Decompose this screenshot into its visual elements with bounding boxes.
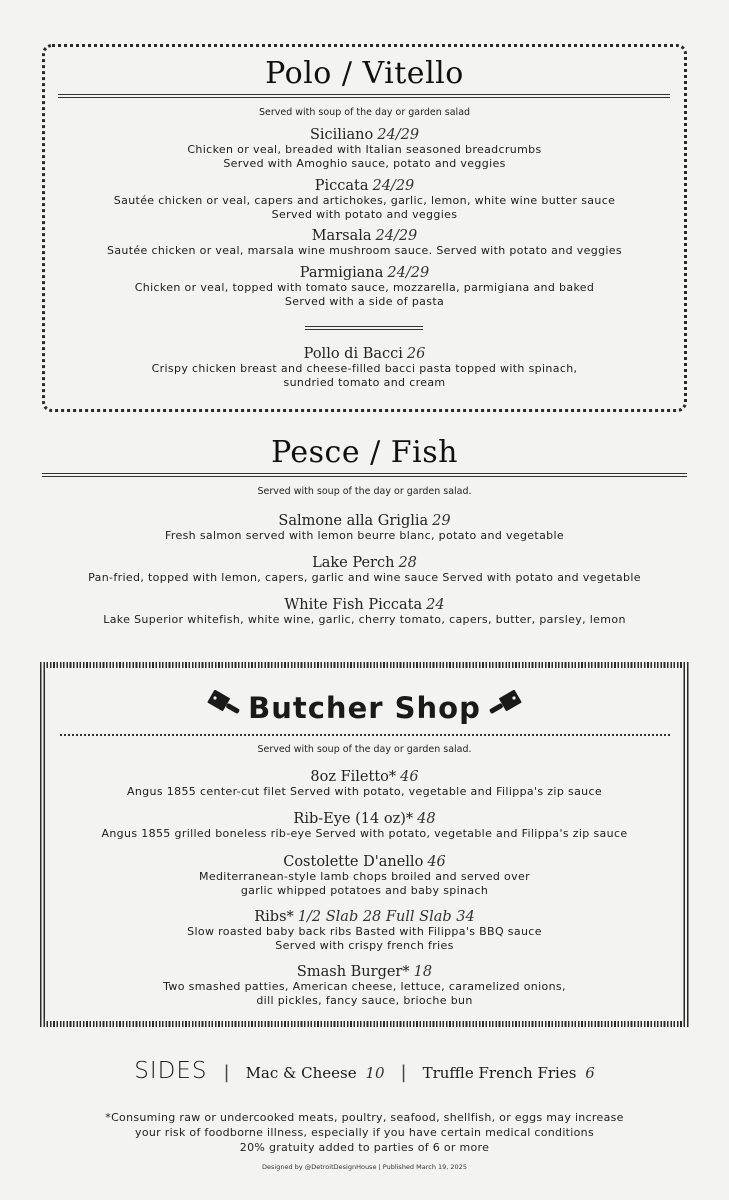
item-desc: Fresh salmon served with lemon beurre blanc, potato and vegetable [164, 529, 565, 542]
butcher-title-divider [60, 734, 670, 736]
item-price: 18 [413, 964, 433, 980]
item-desc: Served with a side of pasta [284, 294, 445, 308]
polo-section-note: Served with soup of the day or garden salad [258, 107, 471, 118]
item-price: 28 [398, 555, 417, 571]
side-price: 6 [585, 1064, 595, 1082]
item-price: 24/29 [375, 228, 418, 244]
item-name: Siciliano [309, 127, 374, 143]
pesce-section-note: Served with soup of the day or garden salad. [257, 486, 472, 497]
footer-line: *Consuming raw or undercooked meats, poultry, seafood, shellfish, or eggs may increase [105, 1111, 624, 1124]
item-desc: Chicken or veal, breaded with Italian seasoned breadcrumbs [187, 143, 542, 156]
menu-item [0, 346, 729, 389]
item-desc: Served with crispy french fries [275, 938, 454, 952]
footer-disclaimer [0, 1110, 729, 1155]
item-desc: Mediterranean-style lamb chops broiled and served over [199, 870, 530, 883]
menu-item [0, 127, 729, 170]
item-price: 48 [417, 811, 436, 827]
item-name: 8oz Filetto* [310, 769, 397, 785]
item-name: Pollo di Bacci [303, 346, 403, 362]
item-price: 46 [400, 769, 419, 785]
footer-credits: Designed by @DetroitDesignHouse | Published March 19, 2025 [262, 1163, 467, 1171]
menu-item [0, 769, 729, 799]
item-name: Parmigiana [299, 265, 384, 281]
item-desc: Pan-fried, topped with lemon, capers, garlic and wine sauce Served with potato and vegetable [88, 571, 641, 584]
menu-item [0, 854, 729, 897]
item-desc: Crispy chicken breast and cheese-filled bacci pasta topped with spinach, [151, 362, 578, 375]
menu-item [0, 811, 729, 841]
menu-item [0, 555, 729, 585]
menu-item [0, 513, 729, 543]
sides-row [0, 1058, 729, 1084]
menu-item [0, 178, 729, 221]
item-name: White Fish Piccata [284, 597, 423, 613]
menu-item [0, 964, 729, 1007]
item-price: 26 [406, 346, 426, 362]
item-price: 46 [427, 854, 446, 870]
sides-separator: | [223, 1062, 230, 1083]
item-name: Lake Perch [312, 555, 395, 571]
item-price: 1/2 Slab 28 Full Slab 34 [297, 909, 475, 925]
item-desc: dill pickles, fancy sauce, brioche bun [256, 993, 473, 1007]
item-desc: Lake Superior whitefish, white wine, garlic, cherry tomato, capers, butter, parsley, lemon [103, 613, 626, 626]
item-desc: Slow roasted baby back ribs Basted with Filippa's BBQ sauce [187, 925, 542, 938]
item-desc: Angus 1855 grilled boneless rib-eye Served with potato, vegetable and Filippa's zip sauce [101, 827, 628, 840]
item-desc: Sautée chicken or veal, marsala wine mushroom sauce. Served with potato and veggies [106, 244, 623, 257]
item-name: Ribs* [254, 909, 294, 925]
item-name: Smash Burger* [296, 964, 410, 980]
cleaver-icon [196, 690, 244, 726]
item-price: 24/29 [372, 178, 415, 194]
side-name: Truffle French Fries [422, 1064, 577, 1082]
sides-label: SIDES [134, 1058, 208, 1084]
item-desc: Angus 1855 center-cut filet Served with potato, vegetable and Filippa's zip sauce [126, 785, 603, 798]
item-name: Rib-Eye (14 oz)* [293, 811, 414, 827]
side-item [246, 1064, 385, 1082]
item-desc: Two smashed patties, American cheese, lettuce, caramelized onions, [163, 980, 566, 993]
cleaver-icon [485, 690, 533, 726]
pesce-title-divider [42, 473, 687, 477]
item-price: 24/29 [377, 127, 420, 143]
polo-section-title: Polo / Vitello [265, 56, 464, 91]
item-desc: garlic whipped potatoes and baby spinach [240, 883, 489, 897]
item-desc: Sautée chicken or veal, capers and artichokes, garlic, lemon, white wine butter sauce [113, 194, 616, 207]
polo-title-divider [58, 94, 670, 98]
menu-item [0, 228, 729, 258]
item-name: Costolette D'anello [283, 854, 424, 870]
menu-item [0, 597, 729, 627]
item-price: 24 [426, 597, 445, 613]
item-desc: Chicken or veal, topped with tomato sauce, mozzarella, parmigiana and baked [134, 281, 595, 294]
pesce-section-title: Pesce / Fish [271, 435, 458, 470]
side-name: Mac & Cheese [245, 1064, 357, 1082]
side-price: 10 [365, 1064, 385, 1082]
polo-inner-divider [305, 326, 423, 330]
item-name: Marsala [311, 228, 372, 244]
menu-item [0, 265, 729, 308]
item-price: 24/29 [387, 265, 430, 281]
footer-line: your risk of foodborne illness, especially if you have certain medical conditions [135, 1126, 594, 1139]
butcher-title-row [0, 690, 729, 726]
side-item [423, 1064, 595, 1082]
item-name: Salmone alla Griglia [278, 513, 429, 529]
item-desc: sundried tomato and cream [283, 375, 446, 389]
item-price: 29 [432, 513, 451, 529]
butcher-section-note: Served with soup of the day or garden salad. [257, 744, 472, 755]
footer-line: 20% gratuity added to parties of 6 or more [239, 1141, 490, 1154]
butcher-section-title: Butcher Shop [248, 691, 481, 725]
menu-item [0, 909, 729, 952]
item-desc: Served with potato and veggies [271, 207, 458, 221]
item-desc: Served with Amoghio sauce, potato and veggies [223, 156, 506, 170]
sides-separator: | [400, 1062, 407, 1083]
item-name: Piccata [314, 178, 369, 194]
